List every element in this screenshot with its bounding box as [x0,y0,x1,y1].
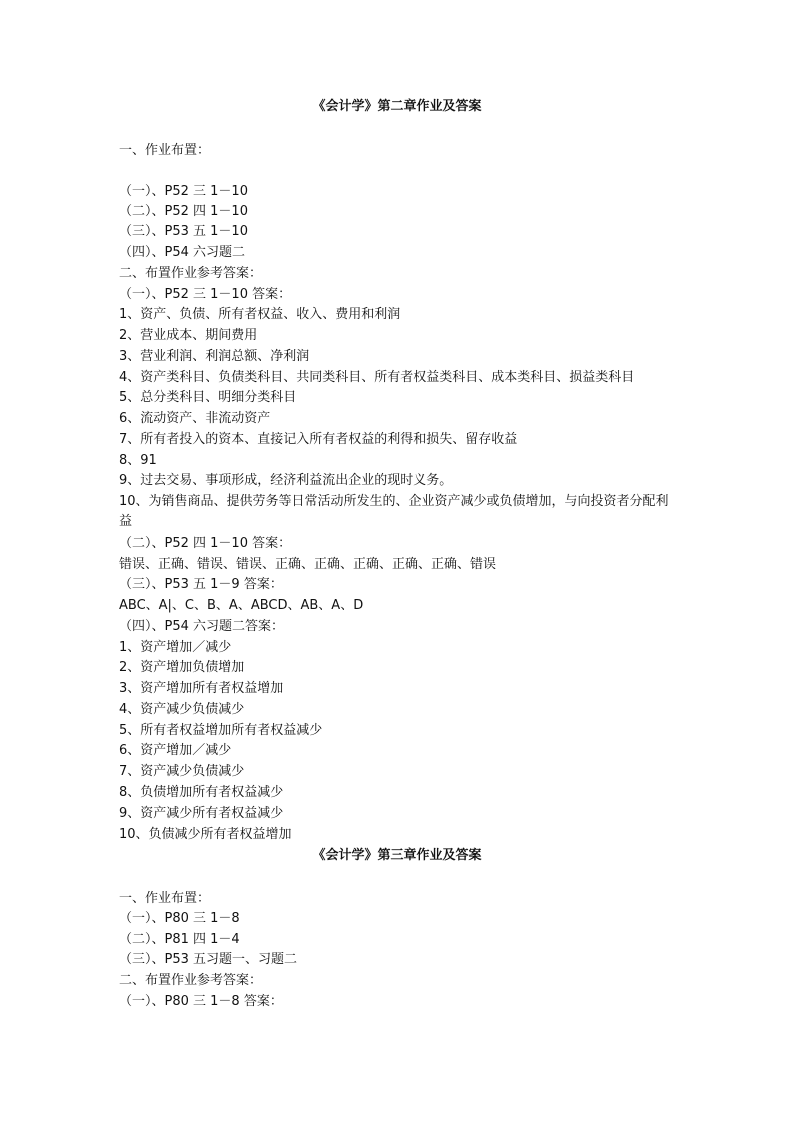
section2-line: （三）、P53 五习题一、习题二 [119,952,298,967]
section1-line: 2、营业成本、期间费用 [119,328,258,343]
section1-line: （一）、P52 三 1－10 答案： [119,287,292,302]
section1-line: （一）、P52 三 1－10 [119,184,248,199]
section1-line: 4、资产类科目、负债类科目、共同类科目、所有者权益类科目、成本类科目、损益类科目 [119,370,635,385]
section2-line: （二）、P81 四 1－4 [119,932,240,947]
section1-line: 3、资产增加所有者权益增加 [119,681,284,696]
section1-line: 6、资产增加／减少 [119,743,232,758]
section1-line: 1、资产增加／减少 [119,640,232,655]
section1-line: 6、流动资产、非流动资产 [119,411,271,426]
section1-line: （二）、P52 四 1－10 [119,204,248,219]
section1-line: 一、作业布置： [119,143,211,158]
section1-line: 错误、正确、错误、错误、正确、正确、正确、正确、正确、错误 [119,557,497,572]
section1-line: 2、资产增加负债增加 [119,660,245,675]
section2-line: （一）、P80 三 1－8 [119,911,240,926]
section1-line: 二、布置作业参考答案： [119,266,263,281]
chapter2-title: 《会计学》第二章作业及答案 [312,99,482,114]
section1-line: （二）、P52 四 1－10 答案： [119,536,292,551]
section1-line: 5、总分类科目、明细分类科目 [119,390,297,405]
section1-line: 4、资产减少负债减少 [119,702,245,717]
section1-line: 7、资产减少负债减少 [119,764,245,779]
section1-line: （四）、P54 六习题二答案： [119,619,285,634]
section2-line: 二、布置作业参考答案： [119,973,263,988]
section1-line: 3、营业利润、利润总额、净利润 [119,349,310,364]
section2-line: （一）、P80 三 1－8 答案： [119,994,283,1009]
section1-line: 8、91 [119,453,157,468]
section1-line: （三）、P53 五 1－10 [119,224,248,239]
section1-line: 5、所有者权益增加所有者权益减少 [119,723,323,738]
section1-line: 10、为销售商品、提供劳务等日常活动所发生的、企业资产减少或负债增加，与向投资者分配利益 [119,494,669,529]
chapter3-title: 《会计学》第三章作业及答案 [312,848,482,863]
section1-line: ABC、A|、C、B、A、ABCD、AB、A、D [119,598,364,613]
section1-line: （三）、P53 五 1－9 答案： [119,577,283,592]
section2-line: 一、作业布置： [119,891,211,906]
section1-line: 9、资产减少所有者权益减少 [119,806,284,821]
section1-line: 9、过去交易、事项形成，经济利益流出企业的现时义务。 [119,473,453,488]
section1-line: 7、所有者投入的资本、直接记入所有者权益的利得和损失、留存收益 [119,432,518,447]
section1-line: （四）、P54 六习题二 [119,245,246,260]
section1-line: 10、负债减少所有者权益增加 [119,827,292,842]
section1-line: 8、负债增加所有者权益减少 [119,785,284,800]
section1-line: 1、资产、负债、所有者权益、收入、费用和利润 [119,307,401,322]
